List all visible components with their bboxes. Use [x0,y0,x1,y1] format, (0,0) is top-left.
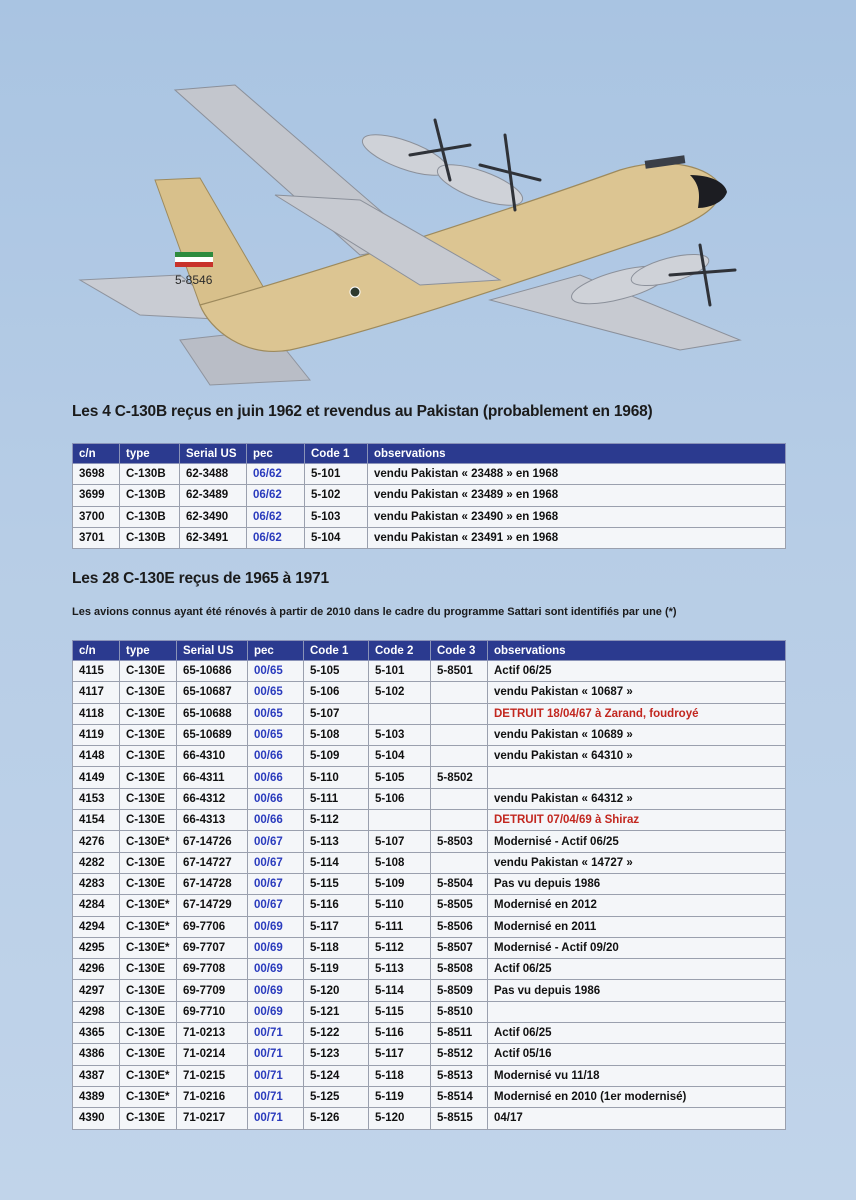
table-cell: 5-125 [304,1086,369,1107]
table-cell [369,703,431,724]
column-header: Code 1 [304,641,369,661]
table-cell: 4154 [73,810,120,831]
table-row [73,873,786,894]
table-cell: 62-3491 [180,527,247,548]
table-row [73,527,786,548]
table-row [73,464,786,485]
table-cell: C-130E* [120,937,177,958]
table-cell: 00/67 [248,873,304,894]
table-row [73,682,786,703]
table-cell: 00/65 [248,724,304,745]
table-cell: 3701 [73,527,120,548]
table-row [73,1044,786,1065]
table-row [73,703,786,724]
column-header: type [120,444,180,464]
table-row [73,895,786,916]
table-cell: 5-8514 [431,1086,488,1107]
table-cell: 69-7709 [177,980,248,1001]
table-cell: 5-114 [304,852,369,873]
column-header: pec [248,641,304,661]
table-cell [369,810,431,831]
table-cell: 4276 [73,831,120,852]
table-header-row [73,641,786,661]
table-cell: 5-111 [369,916,431,937]
table-row [73,485,786,506]
table-cell: 67-14726 [177,831,248,852]
table-cell: 71-0217 [177,1108,248,1129]
table-cell: vendu Pakistan « 64312 » [488,788,786,809]
table-cell: 5-113 [369,959,431,980]
table-cell: Pas vu depuis 1986 [488,980,786,1001]
table-cell [488,767,786,788]
table-cell: Modernisé en 2011 [488,916,786,937]
table-cell: 5-8503 [431,831,488,852]
table-cell: 00/71 [248,1086,304,1107]
table-cell: 5-8513 [431,1065,488,1086]
table-cell: 62-3490 [180,506,247,527]
table-cell: 62-3488 [180,464,247,485]
table-row [73,1108,786,1129]
column-header: observations [488,641,786,661]
table-cell [488,1001,786,1022]
table-cell: C-130B [120,464,180,485]
table-cell: 5-112 [369,937,431,958]
table-row [73,810,786,831]
table-cell: 00/66 [248,810,304,831]
table-cell: 00/69 [248,959,304,980]
table-row [73,1001,786,1022]
table-header-row [73,444,786,464]
table-row [73,767,786,788]
table-cell: 71-0213 [177,1023,248,1044]
table-row [73,980,786,1001]
table-cell: 5-8504 [431,873,488,894]
table-cell: 00/71 [248,1065,304,1086]
table-cell: 4296 [73,959,120,980]
table-cell: 00/65 [248,703,304,724]
table-cell: C-130E [120,682,177,703]
table-cell: 69-7706 [177,916,248,937]
c130e-table [72,640,786,1130]
table-cell: 5-101 [305,464,368,485]
table-cell: C-130E* [120,916,177,937]
table-cell: C-130E [120,1023,177,1044]
table-cell: 5-107 [304,703,369,724]
table-cell: C-130E [120,873,177,894]
table-cell: 5-8515 [431,1108,488,1129]
table-cell: 5-110 [369,895,431,916]
table-cell: 65-10687 [177,682,248,703]
table-row [73,1086,786,1107]
column-header: c/n [73,444,120,464]
table-cell: 00/67 [248,895,304,916]
table-cell: 5-113 [304,831,369,852]
table-cell: 5-107 [369,831,431,852]
table-cell: Actif 05/16 [488,1044,786,1065]
table-cell: 3700 [73,506,120,527]
table-cell: vendu Pakistan « 10689 » [488,724,786,745]
table-cell: 4119 [73,724,120,745]
table-cell: 65-10688 [177,703,248,724]
table-cell: 5-106 [369,788,431,809]
table-cell: DETRUIT 07/04/69 à Shiraz [488,810,786,831]
table-cell: 5-8507 [431,937,488,958]
column-header: Code 3 [431,641,488,661]
table-cell: 4283 [73,873,120,894]
table-cell: Actif 06/25 [488,959,786,980]
table-cell: 4295 [73,937,120,958]
table-cell: 06/62 [247,485,305,506]
table-cell: 5-106 [304,682,369,703]
column-header: Serial US [177,641,248,661]
table-cell: 5-8506 [431,916,488,937]
table-row [73,1065,786,1086]
table-cell: Modernisé - Actif 06/25 [488,831,786,852]
table-cell: 4298 [73,1001,120,1022]
table-cell: 06/62 [247,527,305,548]
table-cell: C-130B [120,506,180,527]
table-cell: 5-121 [304,1001,369,1022]
table-cell: 4282 [73,852,120,873]
table-cell: 4390 [73,1108,120,1129]
table-cell: vendu Pakistan « 10687 » [488,682,786,703]
table-cell: 5-111 [304,788,369,809]
table-cell: 00/69 [248,980,304,1001]
table-cell: 5-120 [369,1108,431,1129]
table-cell: C-130E [120,788,177,809]
table-row [73,959,786,980]
table-cell: C-130E [120,980,177,1001]
table-cell: vendu Pakistan « 23488 » en 1968 [368,464,786,485]
table-cell: 4153 [73,788,120,809]
table-cell: 5-8502 [431,767,488,788]
table-cell: 00/66 [248,746,304,767]
table-cell: 66-4311 [177,767,248,788]
table-cell: 5-110 [304,767,369,788]
table-cell: 66-4313 [177,810,248,831]
table-cell: 62-3489 [180,485,247,506]
table-cell: 5-122 [304,1023,369,1044]
table-cell: 5-126 [304,1108,369,1129]
table-cell: Pas vu depuis 1986 [488,873,786,894]
table-cell: 4386 [73,1044,120,1065]
table-cell: 5-119 [304,959,369,980]
table-cell: C-130E [120,746,177,767]
table-cell: 00/65 [248,682,304,703]
table-cell: 00/71 [248,1108,304,1129]
table-cell: 5-102 [369,682,431,703]
table-cell: 5-108 [304,724,369,745]
column-header: Serial US [180,444,247,464]
table-cell: 67-14728 [177,873,248,894]
table-cell: 5-109 [369,873,431,894]
table-cell: 4294 [73,916,120,937]
table-row [73,724,786,745]
table-cell: C-130E [120,1001,177,1022]
table-cell: C-130B [120,527,180,548]
table-cell: 5-118 [304,937,369,958]
table-cell: Modernisé - Actif 09/20 [488,937,786,958]
table-cell [431,852,488,873]
table-row [73,1023,786,1044]
table-cell: C-130E [120,703,177,724]
table-cell: vendu Pakistan « 23491 » en 1968 [368,527,786,548]
table-cell: 5-124 [304,1065,369,1086]
table-cell: 67-14729 [177,895,248,916]
table-cell: 5-112 [304,810,369,831]
table-cell: 3699 [73,485,120,506]
table-cell: 00/65 [248,661,304,682]
table-cell: 69-7710 [177,1001,248,1022]
table-cell: 5-104 [369,746,431,767]
table-cell: 67-14727 [177,852,248,873]
table-cell: 71-0214 [177,1044,248,1065]
table-cell: C-130E* [120,895,177,916]
table-cell: vendu Pakistan « 23490 » en 1968 [368,506,786,527]
table-cell: 5-114 [369,980,431,1001]
table-cell: Modernisé en 2010 (1er modernisé) [488,1086,786,1107]
table-cell: C-130E* [120,1065,177,1086]
table-cell: 00/69 [248,937,304,958]
table-cell: 00/71 [248,1023,304,1044]
table-row [73,746,786,767]
table-cell: 4117 [73,682,120,703]
table-cell: 5-101 [369,661,431,682]
table-cell: 5-8501 [431,661,488,682]
table-row [73,916,786,937]
table-cell: 71-0216 [177,1086,248,1107]
table-cell: Actif 06/25 [488,661,786,682]
table-cell: 00/67 [248,852,304,873]
table-cell: 5-8510 [431,1001,488,1022]
column-header: c/n [73,641,120,661]
table-cell: 5-8511 [431,1023,488,1044]
c130b-table [72,443,786,549]
table-cell: 00/67 [248,831,304,852]
table-cell: 04/17 [488,1108,786,1129]
section2-note: Les avions connus ayant été rénovés à partir de 2010 dans le cadre du programme Sattari sont identifiés par une (*) [72,606,677,618]
table-cell: C-130B [120,485,180,506]
column-header: Code 2 [369,641,431,661]
table-cell: 5-103 [369,724,431,745]
table-cell: 5-8505 [431,895,488,916]
table-cell: C-130E [120,959,177,980]
tail-number: 5-8546 [175,273,213,287]
table-cell: 5-8509 [431,980,488,1001]
table-cell: 00/71 [248,1044,304,1065]
table-row [73,937,786,958]
table-cell: 4365 [73,1023,120,1044]
table-cell: 5-118 [369,1065,431,1086]
table-cell [431,810,488,831]
table-cell: 5-117 [304,916,369,937]
column-header: type [120,641,177,661]
table-cell: 4284 [73,895,120,916]
table-cell: 4149 [73,767,120,788]
table-cell: DETRUIT 18/04/67 à Zarand, foudroyé [488,703,786,724]
aircraft-photo [60,80,760,400]
table-cell: C-130E [120,1108,177,1129]
table-cell: 5-8508 [431,959,488,980]
table-cell: 4389 [73,1086,120,1107]
table-cell: C-130E [120,724,177,745]
table-cell: C-130E* [120,1086,177,1107]
table-cell: 4148 [73,746,120,767]
table-cell: 5-115 [369,1001,431,1022]
table-cell: 4115 [73,661,120,682]
table-cell: 5-105 [369,767,431,788]
table-cell: 5-105 [304,661,369,682]
table-cell: 3698 [73,464,120,485]
table-cell: 06/62 [247,464,305,485]
section2-title: Les 28 C-130E reçus de 1965 à 1971 [72,570,329,587]
table-row [73,831,786,852]
table-cell: 5-104 [305,527,368,548]
table-cell: C-130E [120,767,177,788]
table-cell: 5-116 [304,895,369,916]
column-header: observations [368,444,786,464]
table-cell: 5-115 [304,873,369,894]
table-cell: 5-8512 [431,1044,488,1065]
table-cell: 5-116 [369,1023,431,1044]
table-cell: Modernisé vu 11/18 [488,1065,786,1086]
table-cell: 66-4310 [177,746,248,767]
table-cell: vendu Pakistan « 14727 » [488,852,786,873]
table-cell: vendu Pakistan « 64310 » [488,746,786,767]
table-cell: C-130E [120,810,177,831]
table-cell: 5-123 [304,1044,369,1065]
table-cell: 5-109 [304,746,369,767]
table-cell [431,724,488,745]
table-cell: Actif 06/25 [488,1023,786,1044]
table-cell: 5-120 [304,980,369,1001]
table-row [73,661,786,682]
table-cell: 65-10689 [177,724,248,745]
table-cell: 66-4312 [177,788,248,809]
column-header: Code 1 [305,444,368,464]
section1-title: Les 4 C-130B reçus en juin 1962 et revendus au Pakistan (probablement en 1968) [72,403,653,420]
table-cell [431,703,488,724]
table-cell: 69-7707 [177,937,248,958]
table-cell: 65-10686 [177,661,248,682]
table-cell: 5-119 [369,1086,431,1107]
table-cell: Modernisé en 2012 [488,895,786,916]
table-cell: 69-7708 [177,959,248,980]
table-cell [431,682,488,703]
table-row [73,506,786,527]
table-cell: C-130E* [120,831,177,852]
table-cell: vendu Pakistan « 23489 » en 1968 [368,485,786,506]
table-cell: 00/66 [248,767,304,788]
table-row [73,788,786,809]
table-row [73,852,786,873]
table-cell: 5-102 [305,485,368,506]
table-cell: 71-0215 [177,1065,248,1086]
table-cell: 5-117 [369,1044,431,1065]
table-cell: 00/69 [248,916,304,937]
table-cell [431,788,488,809]
table-cell: C-130E [120,661,177,682]
column-header: pec [247,444,305,464]
table-cell: 06/62 [247,506,305,527]
table-cell: 4297 [73,980,120,1001]
table-cell: C-130E [120,1044,177,1065]
table-cell: 5-108 [369,852,431,873]
table-cell: 5-103 [305,506,368,527]
table-cell: 00/69 [248,1001,304,1022]
table-cell: C-130E [120,852,177,873]
table-cell [431,746,488,767]
table-cell: 00/66 [248,788,304,809]
table-cell: 4387 [73,1065,120,1086]
table-cell: 4118 [73,703,120,724]
